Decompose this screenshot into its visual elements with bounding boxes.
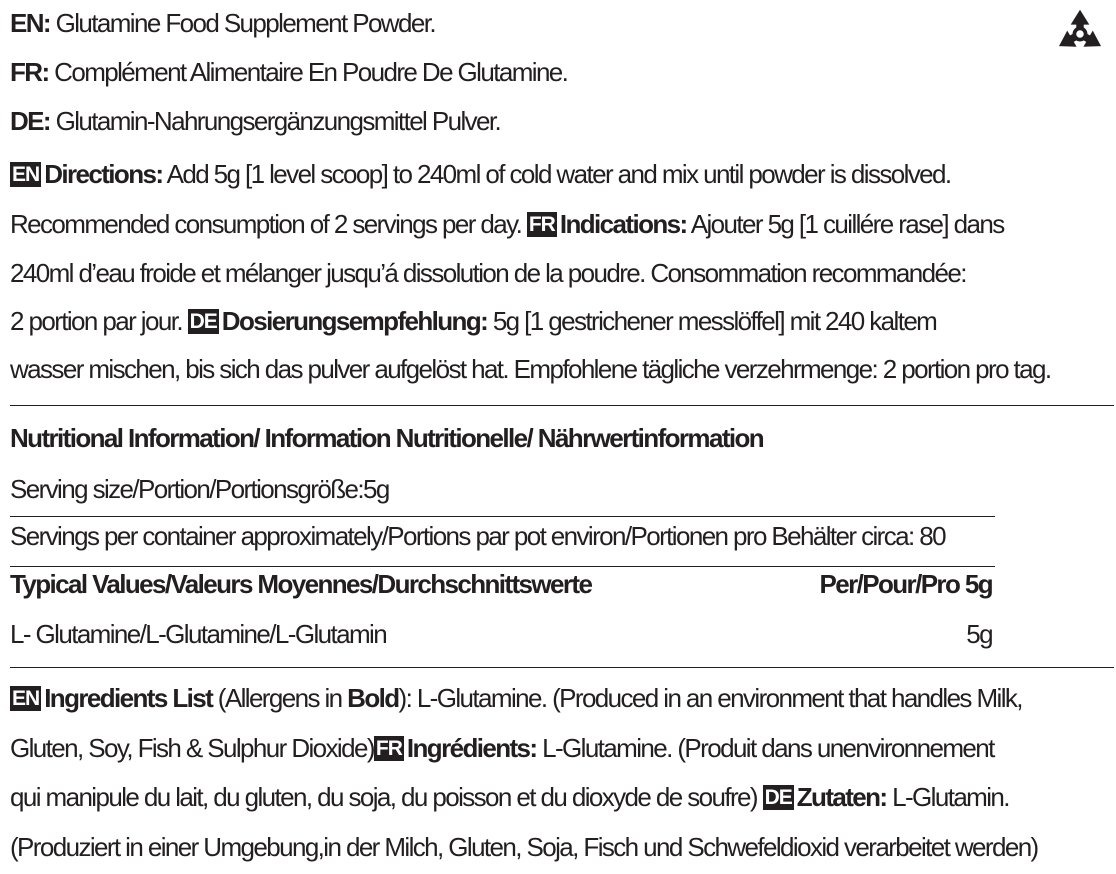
product-name-de-text: Glutamin-Nahrungsergänzungsmittel Pulver. <box>55 106 501 136</box>
indications-title: Indications: <box>559 209 687 239</box>
ingredients-de-title: Zutaten: <box>796 782 887 812</box>
dosierung-text-2: wasser mischen, bis sich das pulver aufgelöst hat. Empfohlene tägliche verzehrmenge: 2 portion pro tag. <box>10 354 1051 384</box>
divider <box>10 667 1114 668</box>
de-badge: DE <box>764 786 792 809</box>
directions-text-2: Recommended consumption of 2 servings per day. <box>10 209 522 239</box>
product-name-en-text: Glutamine Food Supplement Powder. <box>55 8 435 38</box>
indications-text: Ajouter 5g [1 cuillére rase] dans <box>690 209 1004 239</box>
directions-line-1 <box>10 157 951 191</box>
product-name-fr <box>10 55 567 89</box>
ingredients-text: ): L-Glutamine. (Produced in an environment that handles Milk, <box>398 683 1022 713</box>
serving-size: Serving size/Portion/Portionsgröße:5g <box>10 474 389 504</box>
lang-code-fr: FR: <box>10 57 49 87</box>
ingredients-title: Ingredients List <box>44 683 213 713</box>
ingredients-fr-text: L-Glutamine. (Produit dans unenvironnement <box>536 733 994 763</box>
recycle-icon <box>1052 6 1108 62</box>
lang-code-en: EN: <box>10 8 50 38</box>
fr-badge: FR <box>375 737 402 760</box>
directions-line-3 <box>10 256 966 290</box>
ingredients-bold-word: Bold <box>347 683 399 713</box>
product-name-fr-text: Complément Alimentaire En Poudre De Glutamine. <box>54 57 568 87</box>
table-row-name: L- Glutamine/L-Glutamine/L-Glutamin <box>10 619 387 649</box>
ingredients-line-3 <box>10 780 1009 814</box>
table-header-label: Typical Values/Valeurs Moyennes/Durchschnittswerte <box>10 569 592 599</box>
directions-title: Directions: <box>44 159 163 189</box>
directions-line-5 <box>10 352 1051 386</box>
en-badge: EN <box>12 687 40 710</box>
product-name-en <box>10 6 435 40</box>
dosierung-title: Dosierungsempfehlung: <box>221 306 488 336</box>
directions-line-4 <box>10 304 936 338</box>
ingredients-fr-title: Ingrédients: <box>406 733 537 763</box>
divider <box>10 405 1114 406</box>
ingredients-line-1 <box>10 681 1022 715</box>
servings-per-container: Servings per container approximately/Portions par pot environ/Portionen pro Behälter circa: 80 <box>10 521 945 551</box>
en-badge: EN <box>12 163 40 186</box>
ingredients-line-2 <box>10 731 994 765</box>
table-header-value: Per/Pour/Pro 5g <box>819 569 992 599</box>
directions-text: Add 5g [1 level scoop] to 240ml of cold water and mix until powder is dissolved. <box>166 159 951 189</box>
nutrition-title: Nutritional Information/ Information Nutritionelle/ Nährwertinformation <box>10 423 764 453</box>
fr-badge: FR <box>528 213 555 236</box>
table-row-value: 5g <box>966 619 992 649</box>
ingredients-note: (Allergens in <box>212 683 348 713</box>
indications-text-2: 240ml d’eau froide et mélanger jusqu’á dissolution de la poudre. Consommation recommandée: <box>10 258 966 288</box>
dosierung-text: 5g [1 gestrichener messlöffel] mit 240 kaltem <box>492 306 937 336</box>
lang-code-de: DE: <box>10 106 50 136</box>
ingredients-line-4 <box>10 830 1038 864</box>
ingredients-text-2: Gluten, Soy, Fish & Sulphur Dioxide) <box>10 733 374 763</box>
de-badge: DE <box>189 310 217 333</box>
indications-text-3: 2 portion par jour. <box>10 306 182 336</box>
ingredients-de-text-2: (Produziert in einer Umgebung,in der Milch, Gluten, Soja, Fisch und Schwefeldioxid verarbeitet werden) <box>10 832 1038 862</box>
table-divider <box>10 516 995 517</box>
product-name-de <box>10 104 500 138</box>
ingredients-fr-text-2: qui manipule du lait, du gluten, du soja, du poisson et du dioxyde de soufre) <box>10 782 757 812</box>
directions-line-2 <box>10 207 1004 241</box>
ingredients-de-text: L-Glutamin. <box>886 782 1009 812</box>
